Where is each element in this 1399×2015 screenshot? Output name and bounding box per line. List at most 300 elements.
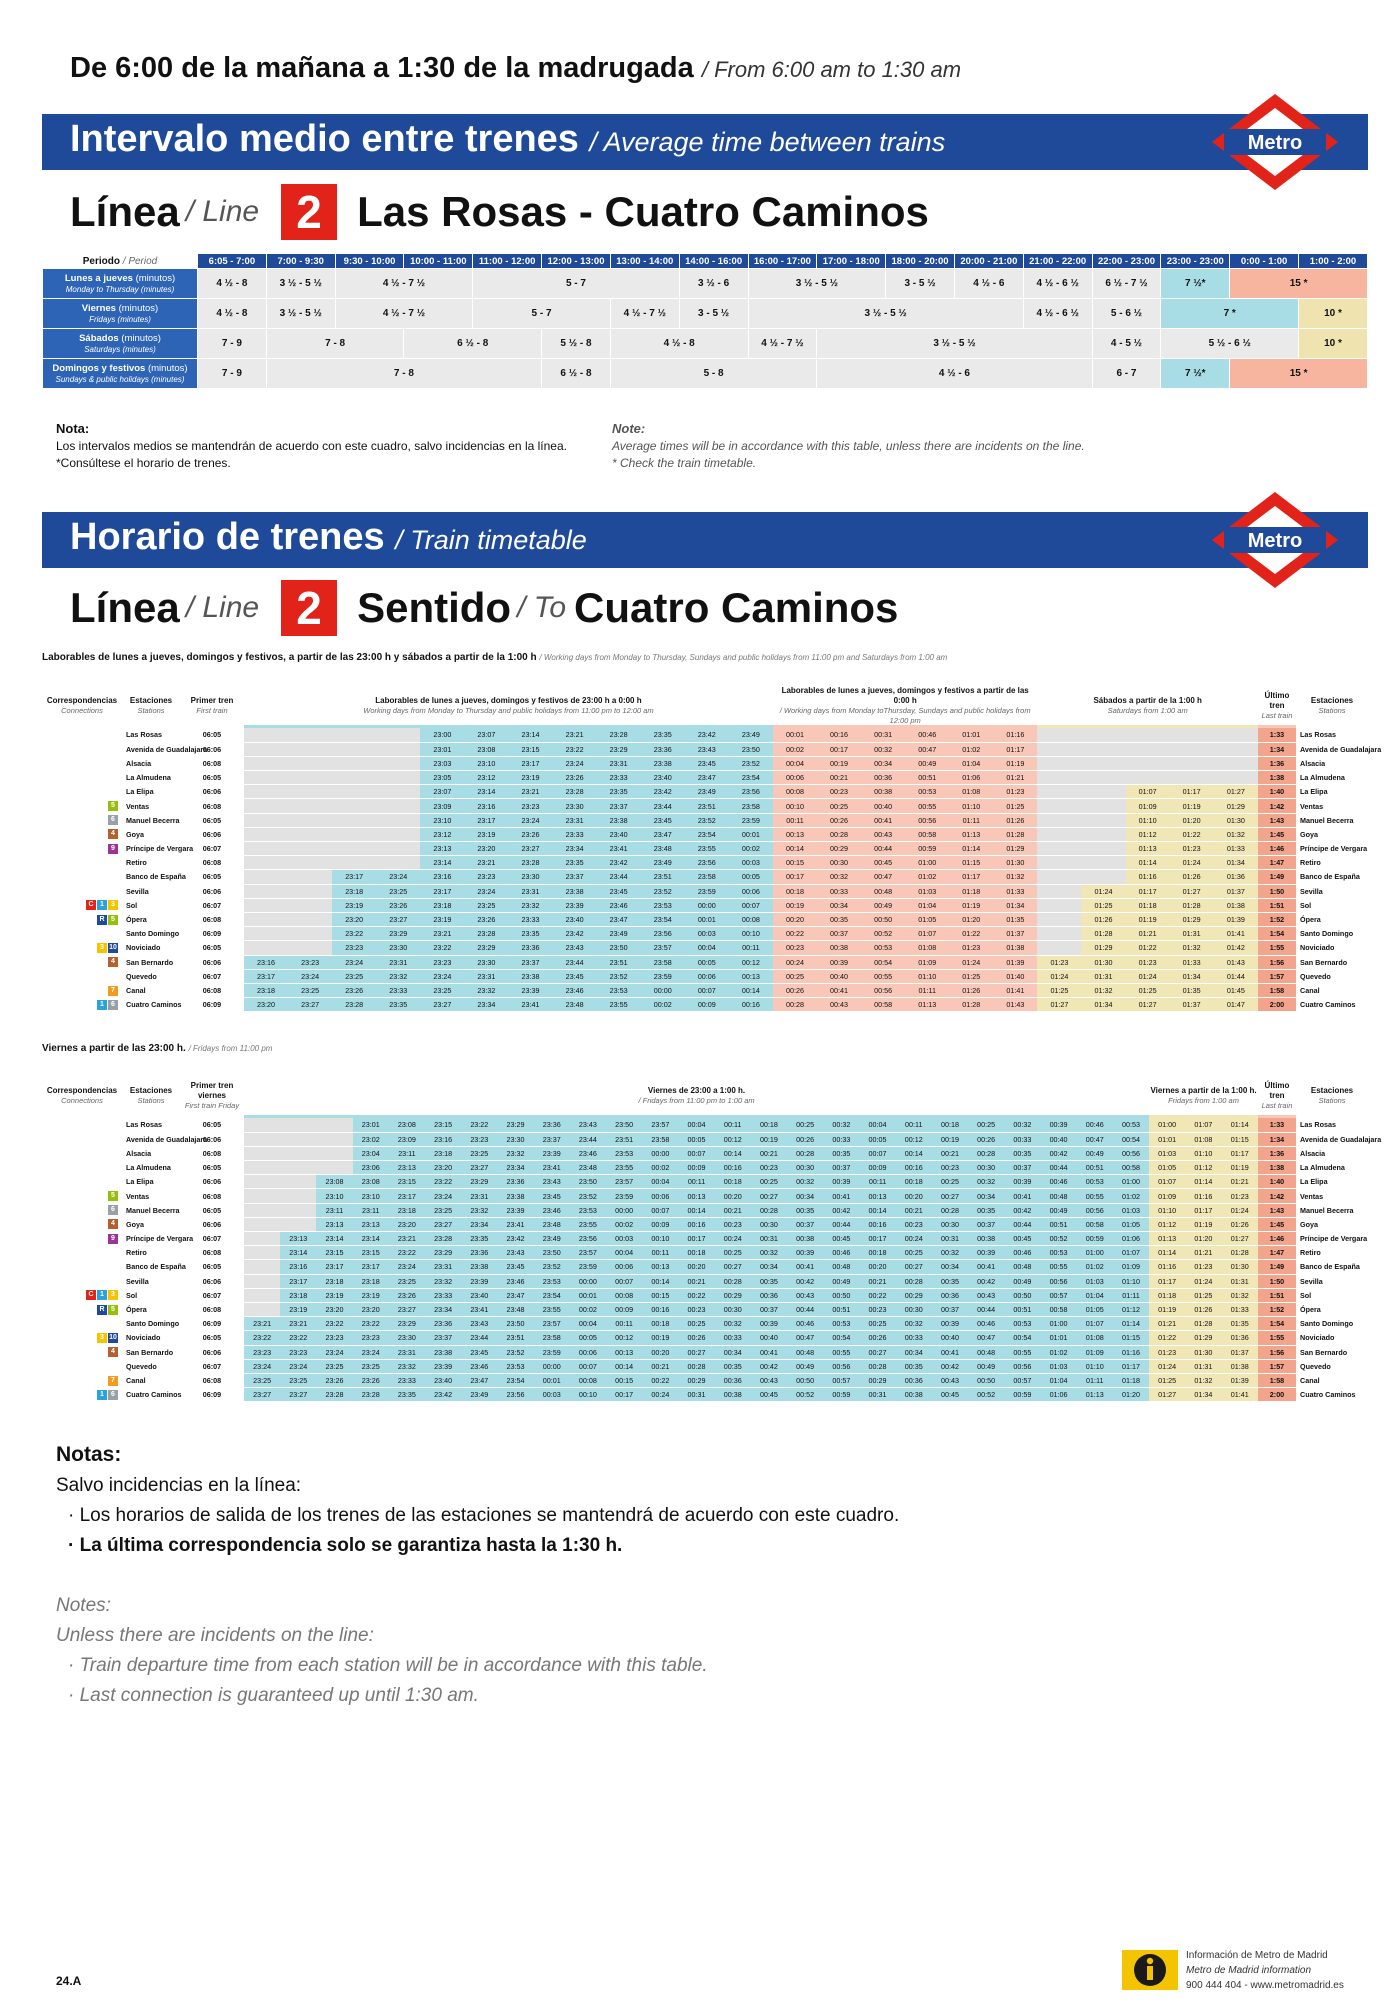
- departure-time: 01:33: [1170, 955, 1214, 969]
- departure-time: 01:37: [1170, 998, 1214, 1012]
- departure-time: 01:19: [1170, 799, 1214, 813]
- departure-time: 00:28: [787, 1146, 823, 1160]
- station-name: Ópera: [1296, 912, 1368, 926]
- departure-time: 23:32: [461, 1203, 497, 1217]
- last-train-time: 1:58: [1258, 1373, 1296, 1387]
- timetable-row: [42, 998, 1368, 1012]
- departure-time: 00:25: [817, 799, 861, 813]
- station-name: Avenida de Guadalajara: [1296, 742, 1368, 756]
- period-header-cell: 12:00 - 13:00: [542, 254, 611, 269]
- departure-time: 00:34: [787, 1189, 823, 1203]
- departure-time: 23:24: [425, 1189, 461, 1203]
- timetable-row: [42, 1146, 1368, 1160]
- departure-time: 01:23: [993, 785, 1037, 799]
- station-name: Banco de España: [122, 870, 180, 884]
- station-name: Quevedo: [1296, 969, 1368, 983]
- departure-time: 00:21: [678, 1274, 714, 1288]
- departure-time: 23:56: [570, 1232, 606, 1246]
- departure-time: 23:39: [553, 898, 597, 912]
- timetable-row: [42, 898, 1368, 912]
- timetable-row: [42, 1388, 1368, 1402]
- connection-badge: 3: [97, 1333, 107, 1343]
- interval-cell: 4 ½ - 7 ½: [610, 299, 679, 329]
- departure-time: 00:48: [1004, 1260, 1040, 1274]
- departure-time: 00:54: [823, 1331, 859, 1345]
- departure-time: 00:21: [751, 1146, 787, 1160]
- departure-time: 01:23: [1037, 955, 1081, 969]
- connections-cell: [42, 799, 122, 813]
- interval-cell: 5 - 6 ½: [1092, 299, 1161, 329]
- departure-time: 00:30: [715, 1302, 751, 1316]
- first-train-time: 06:06: [180, 884, 244, 898]
- departure-time: 00:39: [1040, 1118, 1076, 1132]
- departure-time: 23:45: [497, 1260, 533, 1274]
- departure-time: 00:37: [968, 1217, 1004, 1231]
- departure-time: 23:31: [389, 1345, 425, 1359]
- departure-time: [1170, 728, 1214, 742]
- departure-time: 00:01: [773, 728, 817, 742]
- departure-time: 23:13: [353, 1217, 389, 1231]
- departure-time: 00:10: [729, 927, 773, 941]
- timetable-row: [42, 927, 1368, 941]
- departure-time: 00:22: [678, 1288, 714, 1302]
- departure-time: 00:05: [859, 1132, 895, 1146]
- departure-time: 01:10: [1185, 1146, 1221, 1160]
- departure-time: [1214, 756, 1258, 770]
- departure-time: 23:12: [464, 771, 508, 785]
- band-title: Intervalo medio entre trenes: [70, 118, 579, 160]
- departure-time: 23:41: [497, 1217, 533, 1231]
- first-train-time: 06:05: [180, 1118, 244, 1132]
- departure-time: 01:18: [949, 884, 993, 898]
- departure-time: 01:20: [949, 912, 993, 926]
- station-name: Quevedo: [122, 1359, 180, 1373]
- departure-time: 00:56: [1113, 1146, 1149, 1160]
- departure-time: 23:25: [420, 983, 464, 997]
- departure-time: 01:07: [1149, 1175, 1185, 1189]
- station-name: Santo Domingo: [122, 927, 180, 941]
- departure-time: 01:36: [1221, 1331, 1258, 1345]
- departure-time: 00:04: [859, 1118, 895, 1132]
- departure-time: 00:06: [606, 1260, 642, 1274]
- departure-time: 23:51: [497, 1331, 533, 1345]
- departure-time: 23:28: [553, 785, 597, 799]
- timetable-row: [42, 1359, 1368, 1373]
- connection-badge: 6: [108, 1000, 118, 1010]
- departure-time: 23:25: [464, 898, 508, 912]
- station-name: La Almudena: [122, 1161, 180, 1175]
- interval-cell: 3 ½ - 5 ½: [266, 269, 335, 299]
- departure-time: [244, 799, 288, 813]
- departure-time: 23:56: [729, 785, 773, 799]
- departure-time: 01:26: [1221, 1217, 1258, 1231]
- departure-time: 00:07: [678, 1146, 714, 1160]
- departure-time: 01:09: [1077, 1345, 1113, 1359]
- departure-time: 00:32: [751, 1246, 787, 1260]
- station-name: Príncipe de Vergara: [122, 1232, 180, 1246]
- departure-time: 00:30: [751, 1217, 787, 1231]
- departure-time: 23:56: [685, 856, 729, 870]
- departure-time: 01:07: [1185, 1118, 1221, 1132]
- departure-time: 01:27: [1221, 1232, 1258, 1246]
- station-name: Banco de España: [1296, 1260, 1368, 1274]
- departure-time: 00:56: [1040, 1274, 1076, 1288]
- departure-time: 00:26: [678, 1331, 714, 1345]
- departure-time: 23:45: [534, 1189, 570, 1203]
- departure-time: 00:14: [773, 842, 817, 856]
- departure-time: 00:06: [570, 1345, 606, 1359]
- departure-time: 00:54: [861, 955, 905, 969]
- connection-badge: 3: [108, 900, 118, 910]
- station-name: Sol: [1296, 1288, 1368, 1302]
- timetable-weekday: [42, 684, 1382, 1012]
- departure-time: 01:47: [1214, 998, 1258, 1012]
- departure-time: 00:24: [715, 1232, 751, 1246]
- departure-time: 00:34: [896, 1345, 932, 1359]
- connections-cell: [42, 941, 122, 955]
- departure-time: 23:38: [425, 1345, 461, 1359]
- station-name: Alsacia: [1296, 1146, 1368, 1160]
- interval-row: [43, 359, 1368, 389]
- station-name: Retiro: [122, 1246, 180, 1260]
- station-name: Quevedo: [122, 969, 180, 983]
- last-train-time: 1:55: [1258, 1331, 1296, 1345]
- station-name: Las Rosas: [122, 728, 180, 742]
- departure-time: 23:53: [606, 1146, 642, 1160]
- departure-time: 23:23: [244, 1345, 280, 1359]
- departure-time: 23:15: [353, 1246, 389, 1260]
- departure-time: 01:09: [1113, 1260, 1149, 1274]
- departure-time: 23:21: [420, 927, 464, 941]
- last-train-time: 1:42: [1258, 799, 1296, 813]
- departure-time: 23:14: [316, 1232, 352, 1246]
- departure-time: 00:40: [1040, 1132, 1076, 1146]
- departure-time: 23:49: [534, 1232, 570, 1246]
- departure-time: 01:03: [1113, 1203, 1149, 1217]
- first-train-header: Primer tren viernes First train Friday: [184, 1081, 240, 1110]
- departure-time: 01:09: [905, 955, 949, 969]
- first-train-time: 06:07: [180, 1288, 244, 1302]
- timetable-row: [42, 1161, 1368, 1175]
- last-train-time: 1:56: [1258, 1345, 1296, 1359]
- interval-cell: 7 ½*: [1161, 359, 1230, 389]
- first-train-time: 06:07: [180, 969, 244, 983]
- departure-time: 23:23: [353, 1331, 389, 1345]
- last-train-time: 1:40: [1258, 785, 1296, 799]
- departure-time: [316, 1146, 352, 1160]
- connection-badge: 1: [97, 1000, 107, 1010]
- departure-time: 00:05: [570, 1331, 606, 1345]
- departure-time: 01:17: [1113, 1359, 1149, 1373]
- departure-time: 00:14: [715, 1146, 751, 1160]
- svg-text:Metro: Metro: [1247, 132, 1303, 154]
- departure-time: 23:26: [353, 1373, 389, 1387]
- departure-time: [1081, 870, 1125, 884]
- departure-time: [376, 842, 420, 856]
- departure-time: 23:25: [389, 1274, 425, 1288]
- departure-time: 23:58: [685, 870, 729, 884]
- departure-time: 00:09: [859, 1161, 895, 1175]
- departure-time: 00:02: [570, 1302, 606, 1316]
- station-name: Cuatro Caminos: [122, 998, 180, 1012]
- interval-row-label: Domingos y festivos (minutos) Sundays & public holidays (minutes): [43, 359, 198, 389]
- departure-time: 00:43: [968, 1288, 1004, 1302]
- departure-time: 01:15: [949, 856, 993, 870]
- departure-time: 23:26: [332, 983, 376, 997]
- departure-time: 00:31: [859, 1388, 895, 1402]
- departure-time: 01:43: [993, 998, 1037, 1012]
- departure-time: 01:32: [1170, 941, 1214, 955]
- departure-time: [1037, 941, 1081, 955]
- connections-cell: [42, 1175, 122, 1189]
- first-train-time: 06:06: [180, 1274, 244, 1288]
- station-name: Retiro: [1296, 1246, 1368, 1260]
- departure-time: 00:50: [861, 912, 905, 926]
- station-name: Goya: [1296, 1217, 1368, 1231]
- departure-time: [1037, 728, 1081, 742]
- departure-time: 23:24: [353, 1345, 389, 1359]
- departure-time: 01:22: [1126, 941, 1170, 955]
- departure-time: 00:41: [861, 813, 905, 827]
- departure-time: 00:17: [859, 1232, 895, 1246]
- departure-time: 01:31: [1170, 927, 1214, 941]
- stations-header: Estaciones Stations: [129, 696, 173, 715]
- section-friday: Viernes a partir de las 23:00 h. / Fridays from 11:00 pm: [42, 1043, 273, 1054]
- departure-time: 23:36: [425, 1317, 461, 1331]
- departure-time: 01:21: [993, 771, 1037, 785]
- connection-badge: 5: [108, 1305, 118, 1315]
- departure-time: 01:16: [1149, 1260, 1185, 1274]
- departure-time: 23:59: [606, 1189, 642, 1203]
- departure-time: 00:32: [823, 1118, 859, 1132]
- timetable-row: [42, 742, 1368, 756]
- connection-badge: 7: [108, 1376, 118, 1386]
- departure-time: 00:05: [729, 870, 773, 884]
- connections-cell: [42, 728, 122, 742]
- last-train-time: 1:40: [1258, 1175, 1296, 1189]
- departure-time: 00:45: [1004, 1232, 1040, 1246]
- departure-time: 00:18: [896, 1175, 932, 1189]
- departure-time: 01:33: [1214, 842, 1258, 856]
- departure-time: 00:39: [823, 1175, 859, 1189]
- departure-time: 01:04: [949, 756, 993, 770]
- departure-time: 23:08: [389, 1118, 425, 1132]
- departure-time: 23:32: [389, 1359, 425, 1373]
- station-name: Canal: [1296, 983, 1368, 997]
- departure-time: 00:36: [861, 771, 905, 785]
- last-train-time: 1:46: [1258, 842, 1296, 856]
- connections-header: Correspondencias Connections: [46, 1086, 118, 1105]
- departure-time: 00:49: [1077, 1146, 1113, 1160]
- departure-time: 23:39: [461, 1274, 497, 1288]
- departure-time: 23:34: [464, 998, 508, 1012]
- departure-time: 23:21: [244, 1317, 280, 1331]
- departure-time: 23:55: [606, 1161, 642, 1175]
- departure-time: 23:22: [553, 742, 597, 756]
- departure-time: 23:45: [685, 756, 729, 770]
- departure-time: 00:56: [905, 813, 949, 827]
- departure-time: 23:37: [508, 955, 552, 969]
- last-train-time: 1:34: [1258, 742, 1296, 756]
- departure-time: 00:39: [932, 1317, 968, 1331]
- departure-time: 00:49: [787, 1359, 823, 1373]
- departure-time: [1081, 856, 1125, 870]
- departure-time: 00:13: [859, 1189, 895, 1203]
- timetable-row: [42, 1288, 1368, 1302]
- departure-time: 23:31: [464, 969, 508, 983]
- departure-time: 00:52: [968, 1388, 1004, 1402]
- departure-time: 00:18: [932, 1118, 968, 1132]
- departure-time: 00:34: [932, 1260, 968, 1274]
- departure-time: 23:38: [553, 884, 597, 898]
- last-train-time: 1:42: [1258, 1189, 1296, 1203]
- departure-time: 23:29: [497, 1118, 533, 1132]
- period-header-cell: 11:00 - 12:00: [473, 254, 542, 269]
- departure-time: 01:04: [905, 898, 949, 912]
- station-name: La Elipa: [1296, 1175, 1368, 1189]
- departure-time: 01:32: [993, 870, 1037, 884]
- departure-time: 01:29: [1081, 941, 1125, 955]
- departure-time: 00:13: [773, 827, 817, 841]
- departure-time: 00:10: [570, 1388, 606, 1402]
- metro-logo: [1210, 92, 1340, 192]
- departure-time: 23:49: [641, 856, 685, 870]
- station-name: Sol: [1296, 898, 1368, 912]
- station-name: Príncipe de Vergara: [1296, 842, 1368, 856]
- departure-time: 00:23: [751, 1161, 787, 1175]
- departure-time: 00:41: [787, 1260, 823, 1274]
- interval-cell: 7 - 8: [266, 359, 541, 389]
- departure-time: 00:51: [1077, 1161, 1113, 1175]
- station-name: Príncipe de Vergara: [1296, 1232, 1368, 1246]
- departure-time: 01:20: [1185, 1232, 1221, 1246]
- departure-time: 01:16: [993, 728, 1037, 742]
- departure-time: [244, 1146, 280, 1160]
- departure-time: 00:11: [715, 1118, 751, 1132]
- departure-time: [244, 1217, 280, 1231]
- departure-time: 00:02: [773, 742, 817, 756]
- departure-time: [1081, 827, 1125, 841]
- departure-time: 23:36: [461, 1246, 497, 1260]
- interval-cell: 4 ½ - 7 ½: [335, 269, 473, 299]
- timetable-row: [42, 827, 1368, 841]
- first-train-time: 06:08: [180, 983, 244, 997]
- departure-time: 00:37: [817, 927, 861, 941]
- departure-time: 23:35: [376, 998, 420, 1012]
- departure-time: 23:14: [464, 785, 508, 799]
- station-name: Santo Domingo: [122, 1317, 180, 1331]
- station-name: Quevedo: [1296, 1359, 1368, 1373]
- departure-time: 00:07: [685, 983, 729, 997]
- departure-time: 00:25: [715, 1246, 751, 1260]
- interval-cell: 4 ½ - 6 ½: [1023, 269, 1092, 299]
- departure-time: 00:17: [773, 870, 817, 884]
- departure-time: 00:02: [606, 1217, 642, 1231]
- departure-time: 00:42: [823, 1203, 859, 1217]
- departure-time: [1126, 756, 1170, 770]
- period-header-cell: 9:30 - 10:00: [335, 254, 404, 269]
- departure-time: 00:15: [606, 1373, 642, 1387]
- departure-time: 00:53: [905, 785, 949, 799]
- page-number: 24.A: [56, 1974, 82, 1988]
- departure-time: 01:26: [993, 813, 1037, 827]
- departure-time: [1037, 771, 1081, 785]
- interval-cell: 6 ½ - 8: [404, 329, 542, 359]
- first-train-time: 06:09: [180, 998, 244, 1012]
- departure-time: 00:53: [1040, 1246, 1076, 1260]
- departure-time: 01:16: [1185, 1189, 1221, 1203]
- departure-time: 00:12: [896, 1132, 932, 1146]
- departure-time: 23:25: [461, 1146, 497, 1160]
- departure-time: 00:43: [817, 998, 861, 1012]
- departure-time: [1037, 742, 1081, 756]
- page-title: De 6:00 de la mañana a 1:30 de la madrugada / From 6:00 am to 1:30 am: [70, 52, 962, 84]
- connection-badge: C: [86, 1290, 96, 1300]
- departure-time: [1037, 756, 1081, 770]
- departure-time: 23:22: [316, 1317, 352, 1331]
- last-train-time: 1:47: [1258, 856, 1296, 870]
- departure-time: 01:42: [1214, 941, 1258, 955]
- departure-time: 00:42: [1040, 1146, 1076, 1160]
- departure-time: [244, 884, 288, 898]
- departure-time: 01:40: [993, 969, 1037, 983]
- station-name: Ópera: [1296, 1302, 1368, 1316]
- departure-time: [1081, 742, 1125, 756]
- departure-time: 01:13: [949, 827, 993, 841]
- station-name: Ópera: [122, 912, 180, 926]
- station-name: Sevilla: [1296, 884, 1368, 898]
- departure-time: 23:44: [461, 1331, 497, 1345]
- departure-time: 23:44: [570, 1132, 606, 1146]
- interval-cell: 5 - 7: [473, 299, 611, 329]
- station-name: San Bernardo: [122, 955, 180, 969]
- departure-time: 01:28: [1185, 1317, 1221, 1331]
- departure-time: 01:13: [1149, 1232, 1185, 1246]
- departure-time: 23:50: [597, 941, 641, 955]
- connections-cell: [42, 1288, 122, 1302]
- departure-time: 01:07: [905, 927, 949, 941]
- departure-time: 00:28: [932, 1203, 968, 1217]
- connections-cell: [42, 1317, 122, 1331]
- departure-time: 23:31: [425, 1260, 461, 1274]
- connections-cell: [42, 1232, 122, 1246]
- departure-time: 00:50: [968, 1373, 1004, 1387]
- departure-time: 23:16: [425, 1132, 461, 1146]
- departure-time: [244, 1118, 280, 1132]
- departure-time: 23:17: [508, 756, 552, 770]
- departure-time: [280, 1132, 316, 1146]
- departure-time: 23:42: [425, 1388, 461, 1402]
- departure-time: 23:24: [464, 884, 508, 898]
- departure-time: 23:25: [332, 969, 376, 983]
- first-train-time: 06:07: [180, 1359, 244, 1373]
- departure-time: 23:48: [534, 1217, 570, 1231]
- departure-time: 23:48: [641, 842, 685, 856]
- departure-time: 23:33: [508, 912, 552, 926]
- departure-time: 23:37: [534, 1132, 570, 1146]
- timetable-row: [42, 1260, 1368, 1274]
- departure-time: 00:28: [817, 827, 861, 841]
- timetable-row: [42, 912, 1368, 926]
- period-header-cell: 23:00 - 23:00: [1161, 254, 1230, 269]
- departure-time: 00:35: [1004, 1146, 1040, 1160]
- connections-cell: [42, 1189, 122, 1203]
- departure-time: [1037, 912, 1081, 926]
- departure-time: 00:46: [1004, 1246, 1040, 1260]
- departure-time: 00:47: [905, 742, 949, 756]
- connection-badge: 9: [108, 844, 118, 854]
- connections-cell: [42, 1217, 122, 1231]
